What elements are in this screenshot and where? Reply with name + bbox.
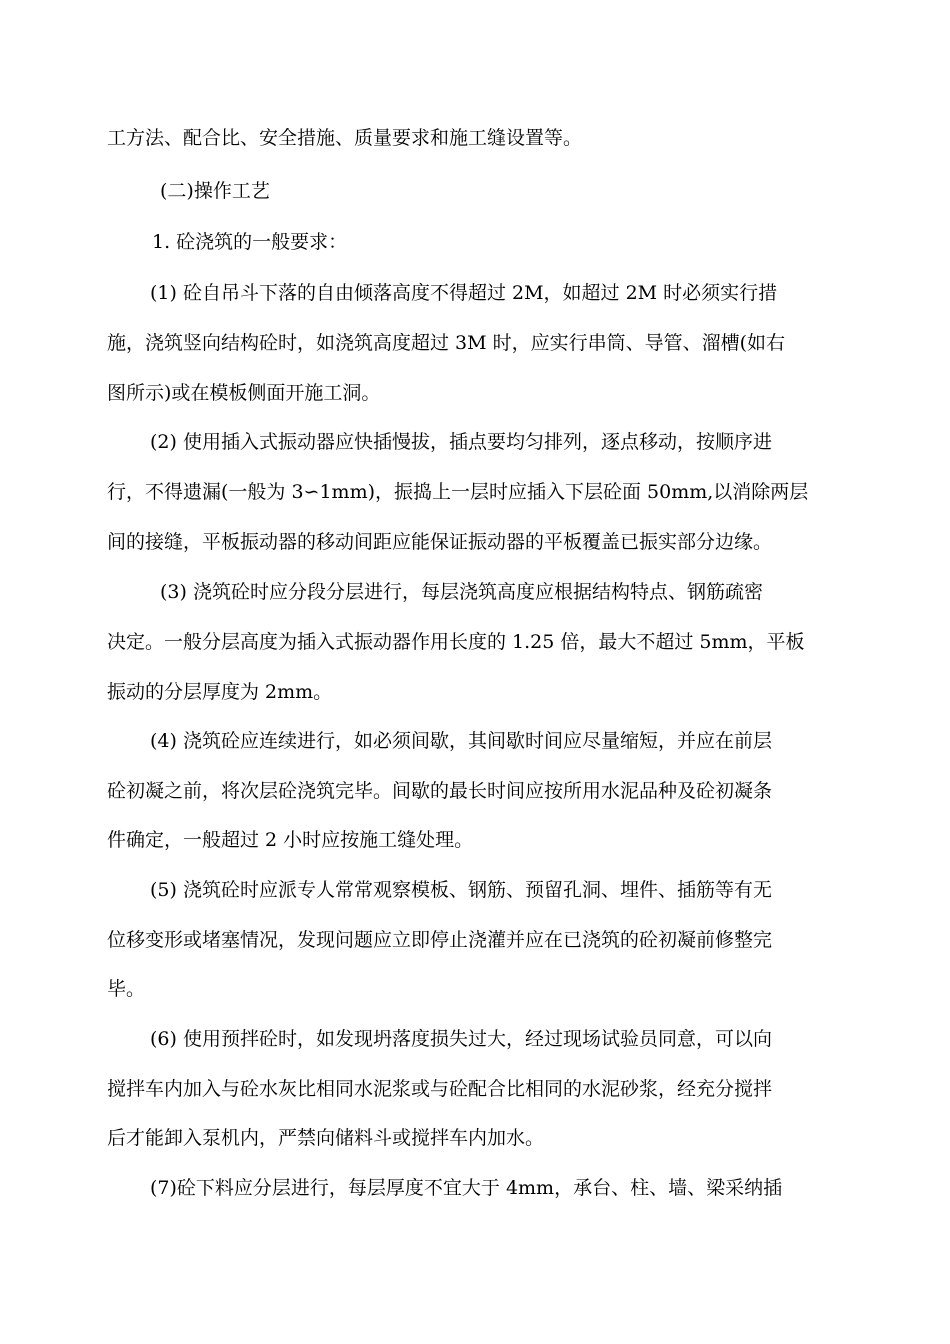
subsection-heading: 1. 砼浇筑的一般要求：	[152, 231, 348, 253]
section-heading: (二)操作工艺	[160, 180, 270, 202]
paragraph-line: 毕。	[107, 978, 146, 1000]
paragraph-line: 施，浇筑竖向结构砼时，如浇筑高度超过 3M 时，应实行串筒、导管、溜槽(如右	[107, 332, 786, 354]
paragraph-line: 后才能卸入泵机内，严禁向储料斗或搅拌车内加水。	[107, 1127, 545, 1149]
paragraph-line: 砼初凝之前，将次层砼浇筑完毕。间歇的最长时间应按所用水泥品种及砼初凝条	[107, 780, 773, 802]
paragraph-line: (6) 使用预拌砼时，如发现坍落度损失过大，经过现场试验员同意，可以向	[150, 1028, 772, 1050]
paragraph-line: 位移变形或堵塞情况，发现问题应立即停止浇灌并应在已浇筑的砼初凝前修整完	[107, 929, 773, 951]
paragraph-line: 件确定，一般超过 2 小时应按施工缝处理。	[107, 829, 474, 851]
paragraph-line: 图所示)或在模板侧面开施工洞。	[107, 382, 381, 404]
paragraph-line: (5) 浇筑砼时应派专人常常观察模板、钢筋、预留孔洞、埋件、插筋等有无	[150, 879, 772, 901]
paragraph-line: (3) 浇筑砼时应分段分层进行，每层浇筑高度应根据结构特点、钢筋疏密	[160, 581, 763, 603]
paragraph-line: 决定。一般分层高度为插入式振动器作用长度的 1.25 倍，最大不超过 5mm，平板	[107, 631, 805, 653]
paragraph-line: (7)砼下料应分层进行，每层厚度不宜大于 4mm，承台、柱、墙、梁采纳插	[150, 1177, 783, 1199]
paragraph-line: 搅拌车内加入与砼水灰比相同水泥浆或与砼配合比相同的水泥砂浆，经充分搅拌	[107, 1078, 773, 1100]
paragraph-line: (4) 浇筑砼应连续进行，如必须间歇，其间歇时间应尽量缩短，并应在前层	[150, 730, 772, 752]
paragraph-line: (2) 使用插入式振动器应快插慢拔，插点要均匀排列，逐点移动，按顺序进	[150, 431, 772, 453]
text-line-continuation: 工方法、配合比、安全措施、质量要求和施工缝设置等。	[107, 127, 583, 149]
paragraph-line: 间的接缝，平板振动器的移动间距应能保证振动器的平板覆盖已振实部分边缘。	[107, 531, 773, 553]
paragraph-line: 行，不得遗漏(一般为 3∽1mm)，振捣上一层时应插入下层砼面 50mm,以消除两层	[107, 481, 809, 503]
paragraph-line: (1) 砼自吊斗下落的自由倾落高度不得超过 2M，如超过 2M 时必须实行措	[150, 282, 778, 304]
paragraph-line: 振动的分层厚度为 2mm。	[107, 681, 333, 703]
